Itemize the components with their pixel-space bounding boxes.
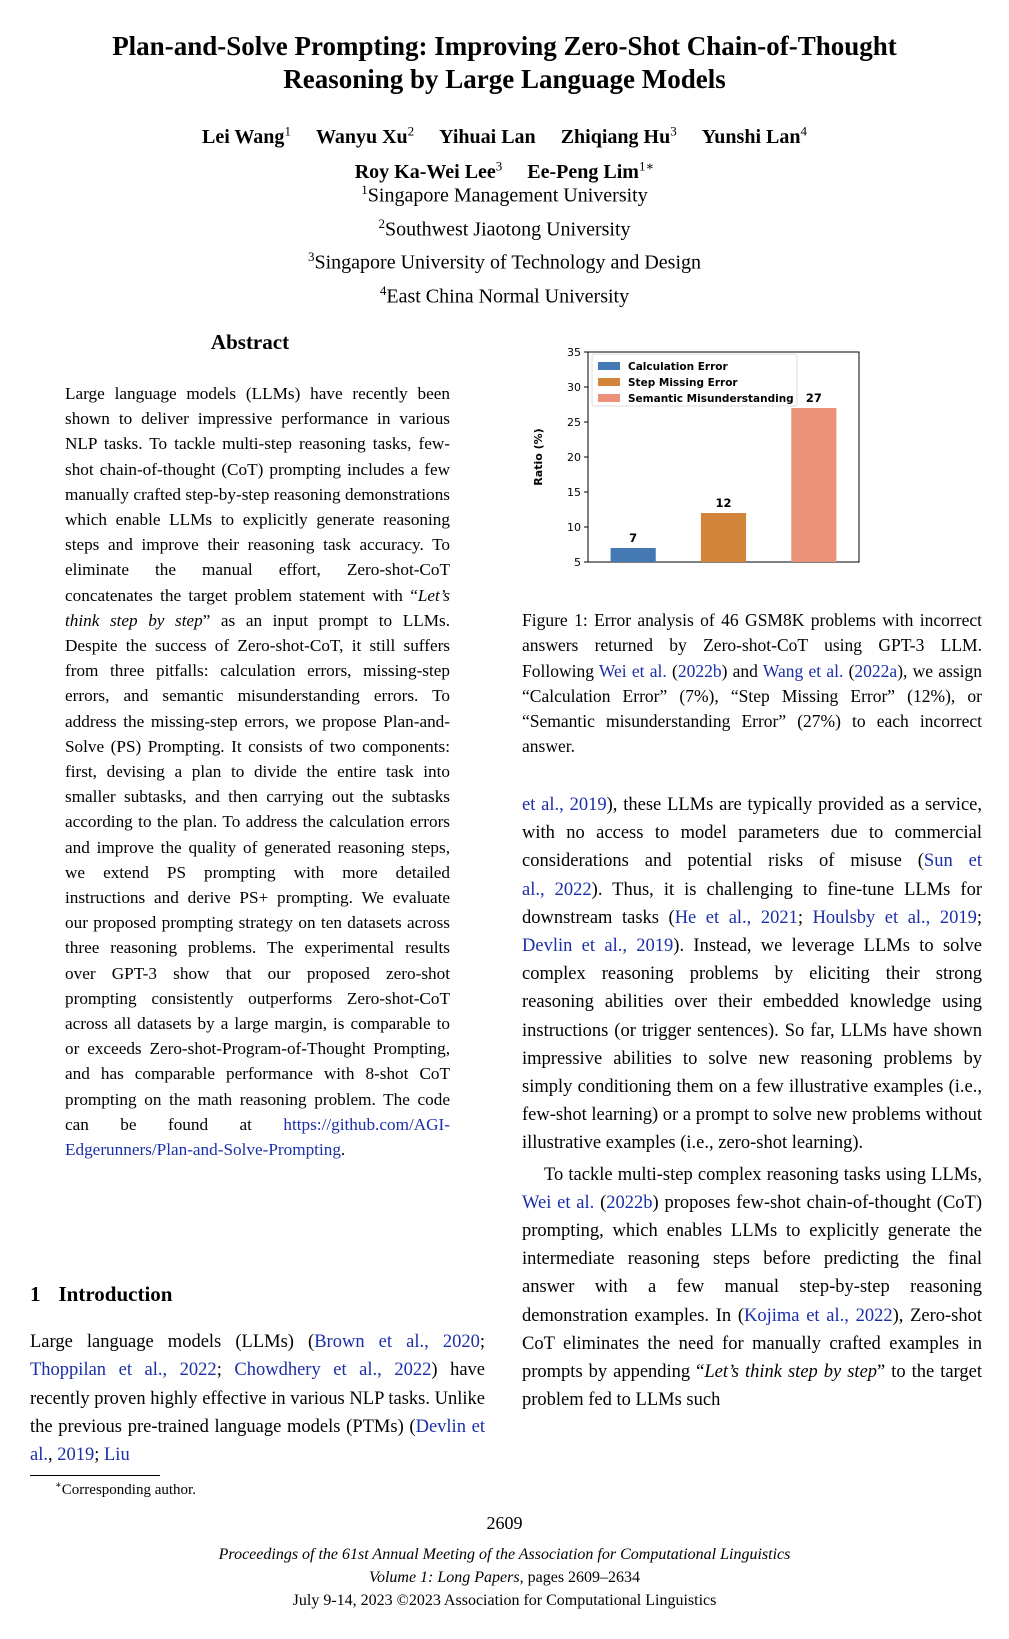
- citation-link[interactable]: Devlin et al.: [30, 1416, 485, 1466]
- citation-link[interactable]: Kojima et al., 2022: [744, 1305, 893, 1326]
- author: Lei Wang$^1$: [202, 123, 291, 148]
- citation-link[interactable]: et al., 2019: [522, 795, 607, 815]
- citation-link[interactable]: Sun et al., 2022: [522, 851, 983, 900]
- y-tick-label: 20: [567, 451, 581, 464]
- bar-2: [701, 513, 746, 562]
- affiliation: $^2$Southwest Jiaotong University: [378, 215, 631, 241]
- citation-link[interactable]: Chowdhery et al., 2022: [234, 1360, 432, 1381]
- citation-link[interactable]: 2022b: [677, 660, 722, 681]
- legend-label: Calculation Error: [628, 361, 728, 373]
- error-analysis-chart: [532, 346, 868, 590]
- author: Roy Ka-Wei Lee$^3$: [354, 158, 503, 184]
- footnote: ∗Corresponding author.: [55, 1480, 196, 1498]
- footer-venue: Proceedings of the 61st Annual Meeting of the Association for Computational Linguistics: [218, 1546, 791, 1563]
- title-line-2: Reasoning by Large Language Models: [283, 64, 726, 94]
- author: Zhiqiang Hu$^3$: [560, 123, 677, 148]
- affiliation: $^3$Singapore University of Technology and Design: [308, 249, 701, 274]
- footer-volume: Volume 1: Long Papers, pages 2609–2634: [368, 1569, 641, 1586]
- citation-link[interactable]: Wei et al.: [598, 660, 667, 681]
- paper-title: [40, 30, 969, 96]
- citation-link[interactable]: 2019: [57, 1445, 95, 1466]
- citation-link[interactable]: He et al., 2021: [674, 907, 798, 928]
- bar-series: [611, 408, 837, 562]
- figure-caption: Figure 1: Error analysis of 46 GSM8K problems with incorrect answers returned by Zero-shot-CoT using GPT-3 LLM. Following Wei et al. (2022b) and Wang et al. (2022a), we assign “Calculation Error” (7%), “Step Missing Error” (12%), or “Semantic misunderstanding Error” (27%) to each incorrect answer.: [522, 610, 983, 757]
- author: Yihuai Lan: [439, 125, 536, 148]
- section-heading-introduction: 1 Introduction: [30, 1282, 173, 1306]
- right-column-text: [522, 791, 982, 1414]
- footer-date: July 9-14, 2023 ©2023 Association for Computational Linguistics: [292, 1592, 717, 1609]
- y-tick-label: 30: [567, 381, 581, 394]
- footnote-divider: [30, 1475, 160, 1476]
- citation-link[interactable]: Wang et al.: [762, 660, 844, 681]
- citation-link[interactable]: 2022b: [606, 1192, 653, 1213]
- paragraph: To tackle multi-step complex reasoning tasks using LLMs, Wei et al. (2022b) proposes few-shot chain-of-thought (CoT) prompting, which enables LLMs to explicitly generate the intermediate reasoning steps before predicting the final answer with a few manual step-by-step reasoning demonstration examples. In (Kojima et al., 2022), Zero-shot CoT eliminates the need for manually crafted examples in prompts by appending “Let’s think step by step” to the target problem fed to LLMs such: [522, 1164, 982, 1411]
- citation-link[interactable]: Devlin et al., 2019: [522, 936, 674, 957]
- y-axis-ticks: [567, 346, 588, 569]
- introduction-text: Large language models (LLMs) (Brown et al., 2020; Thoppilan et al., 2022; Chowdhery et al., 2022) have recently proven highly effective in various NLP tasks. Unlike the previous pre-trained language models (PTMs) (Devlin et al., 2019; Liu: [30, 1332, 486, 1466]
- citation-link[interactable]: 2022a: [854, 660, 898, 681]
- citation-link[interactable]: Liu: [104, 1445, 130, 1466]
- citation-link[interactable]: Thoppilan et al., 2022: [30, 1360, 217, 1381]
- abstract-text: Large language models (LLMs) have recently been shown to deliver impressive performance in various NLP tasks. To tackle multi-step reasoning tasks, few-shot chain-of-thought (CoT) prompting includes a few manually crafted step-by-step reasoning demonstrations which enable LLMs to explicitly generate reasoning steps and improve their reasoning task accuracy. To eliminate the manual effort, Zero-shot-CoT concatenates the target problem statement with “Let’s think step by step” as an input prompt to LLMs. Despite the success of Zero-shot-CoT, it still suffers from three pitfalls: calculation errors, missing-step errors, and semantic misunderstanding errors. To address the missing-step errors, we propose Plan-and-Solve (PS) Prompting. It consists of two components: first, devising a plan to divide the entire task into smaller subtasks, and then carrying out the subtasks according to the plan. To address the calculation errors and improve the quality of generated reasoning steps, we extend PS prompting with more detailed instructions and derive PS+ prompting. We evaluate our proposed prompting strategy on ten datasets across three reasoning problems. The experimental results over GPT-3 show that our proposed zero-shot prompting consistently outperforms Zero-shot-CoT across all datasets by a large margin, is comparable to or exceeds Zero-shot-Program-of-Thought Prompting, and has comparable performance with 8-shot CoT prompting on the math reasoning problem. The code can be found at https://github.com/AGI-Edgerunners/Plan-and-Solve-Prompting.: [65, 384, 450, 1160]
- legend-swatch-2: [598, 378, 620, 386]
- citation-link[interactable]: Houlsby et al., 2019: [812, 907, 977, 928]
- proceedings-footer: [0, 1543, 1009, 1612]
- affiliation: $^4$East China Normal University: [379, 282, 630, 308]
- author-row-1: [40, 116, 969, 152]
- legend-label: Step Missing Error: [628, 377, 738, 389]
- legend-swatch-1: [598, 362, 620, 370]
- legend-label: Semantic Misunderstanding: [628, 393, 794, 405]
- abstract-heading: Abstract: [210, 330, 290, 354]
- affiliation-list: [40, 176, 969, 311]
- title-line-1: Plan-and-Solve Prompting: Improving Zero-Shot Chain-of-Thought: [112, 31, 897, 61]
- bar-3: [791, 408, 836, 562]
- citation-link[interactable]: Wei et al.: [522, 1192, 595, 1213]
- affiliation: $^1$Singapore Management University: [361, 182, 648, 207]
- bar-1: [611, 548, 656, 562]
- y-tick-label: 10: [567, 521, 581, 534]
- y-axis-label: Ratio (%): [532, 428, 545, 486]
- paragraph: et al., 2019), these LLMs are typically provided as a service, with no access to model parameters due to commercial considerations and potential risks of misuse (Sun et al., 2022). Thus, it is challenging to fine-tune LLMs for downstream tasks (He et al., 2021; Houlsby et al., 2019; Devlin et al., 2019). Instead, we leverage LLMs to solve complex reasoning problems by eliciting their strong reasoning abilities over their embedded knowledge using instructions (or trigger sentences). So far, LLMs have shown impressive abilities to solve new reasoning problems by simply conditioning them on a few illustrative examples (i.e., few-shot learning) or a prompt to solve new problems without illustrative examples (i.e., zero-shot learning).: [522, 795, 983, 1154]
- y-tick-label: 25: [567, 416, 581, 429]
- y-tick-label: 35: [567, 346, 581, 359]
- author: Yunshi Lan$^4$: [701, 123, 807, 148]
- y-tick-label: 5: [574, 556, 581, 569]
- page-number: 2609: [486, 1513, 523, 1533]
- bar-value-label: 27: [805, 391, 822, 405]
- legend-swatch-3: [598, 394, 620, 402]
- y-tick-label: 15: [567, 486, 581, 499]
- citation-link[interactable]: Brown et al., 2020: [314, 1332, 480, 1352]
- code-link[interactable]: https://github.com/AGI-Edgerunners/Plan-and-Solve-Prompting: [65, 1114, 450, 1160]
- author: Ee-Peng Lim$^{1∗}$: [527, 158, 655, 184]
- author: Wanyu Xu$^2$: [315, 123, 415, 148]
- bar-value-label: 7: [629, 531, 638, 545]
- bar-value-label: 12: [715, 496, 732, 510]
